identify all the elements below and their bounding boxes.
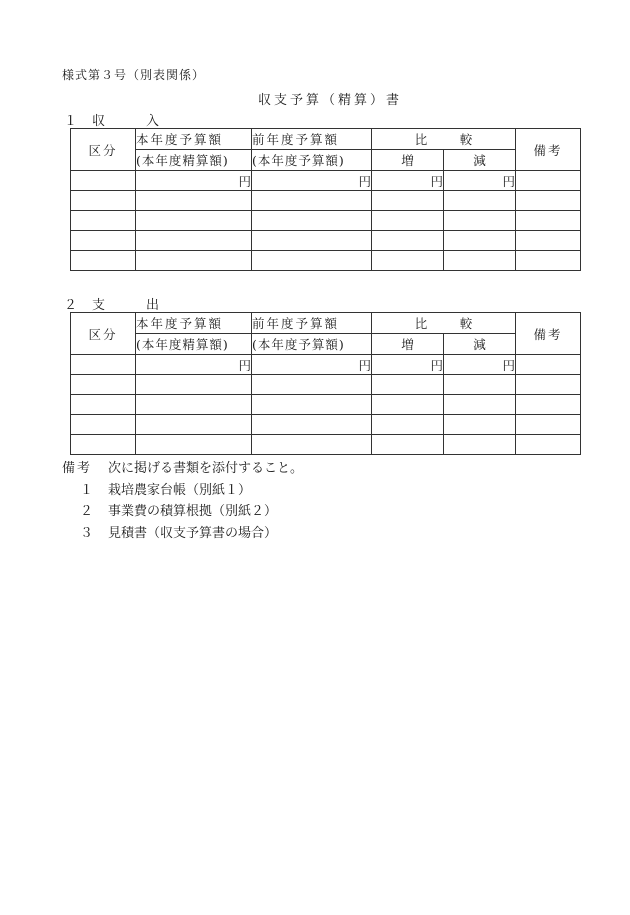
form-number: 様式第３号（別表関係） xyxy=(62,68,206,82)
table-cell xyxy=(444,415,516,435)
table-cell xyxy=(252,191,372,211)
table-cell xyxy=(516,231,581,251)
table-cell xyxy=(136,231,252,251)
section-label: 収 入 xyxy=(92,114,174,129)
unit-label: 円 xyxy=(444,171,516,191)
remarks-section xyxy=(62,458,303,544)
header-previous-year: 前年度予算額 xyxy=(252,129,372,150)
table-cell xyxy=(444,375,516,395)
header-decrease: 減 xyxy=(444,150,516,171)
unit-row xyxy=(71,355,581,375)
table-row xyxy=(71,395,581,415)
table-row xyxy=(71,231,581,251)
table-cell xyxy=(71,395,136,415)
header-increase: 増 xyxy=(372,150,444,171)
table-cell xyxy=(136,251,252,271)
table-cell xyxy=(372,231,444,251)
table-cell xyxy=(516,375,581,395)
header-current-year-settled: (本年度精算額) xyxy=(136,150,252,171)
table-cell xyxy=(372,375,444,395)
table-cell xyxy=(71,415,136,435)
table-cell xyxy=(444,191,516,211)
table-cell xyxy=(252,415,372,435)
header-row xyxy=(71,313,581,334)
table-cell xyxy=(136,415,252,435)
header-current-year-settled: (本年度精算額) xyxy=(136,334,252,355)
header-previous-year: 前年度予算額 xyxy=(252,313,372,334)
table-cell xyxy=(71,191,136,211)
table-cell xyxy=(71,251,136,271)
table-cell xyxy=(372,251,444,271)
header-row xyxy=(71,334,581,355)
header-current-year: 本年度予算額 xyxy=(136,313,252,334)
table-cell xyxy=(71,211,136,231)
header-comparison: 比 較 xyxy=(372,313,516,334)
header-row xyxy=(71,150,581,171)
list-item xyxy=(62,480,303,502)
table-cell xyxy=(516,435,581,455)
table-cell xyxy=(372,191,444,211)
table-cell xyxy=(372,211,444,231)
list-item-text: 事業費の積算根拠（別紙２） xyxy=(108,504,278,519)
list-item xyxy=(62,501,303,523)
table-cell xyxy=(252,211,372,231)
section-income-heading xyxy=(64,110,173,129)
list-item-number: １ xyxy=(80,482,94,498)
table-cell xyxy=(71,171,136,191)
table-cell xyxy=(516,171,581,191)
list-item xyxy=(62,523,303,545)
unit-label: 円 xyxy=(252,355,372,375)
table-cell xyxy=(71,231,136,251)
section-expense-heading xyxy=(64,294,173,313)
table-cell xyxy=(252,375,372,395)
list-item-number: ３ xyxy=(80,525,94,541)
list-item-text: 栽培農家台帳（別紙１） xyxy=(108,482,252,498)
unit-label: 円 xyxy=(136,355,252,375)
table-cell xyxy=(136,375,252,395)
unit-label: 円 xyxy=(372,355,444,375)
table-cell xyxy=(444,395,516,415)
header-category: 区分 xyxy=(71,129,136,171)
table-row xyxy=(71,251,581,271)
table-row xyxy=(71,435,581,455)
table-cell xyxy=(136,395,252,415)
table-cell xyxy=(252,395,372,415)
table-cell xyxy=(136,435,252,455)
unit-row xyxy=(71,171,581,191)
table-row xyxy=(71,415,581,435)
header-remarks: 備考 xyxy=(516,313,581,355)
table-cell xyxy=(516,251,581,271)
table-cell xyxy=(372,395,444,415)
income-table xyxy=(70,128,581,271)
table-cell xyxy=(252,251,372,271)
table-cell xyxy=(516,355,581,375)
header-decrease: 減 xyxy=(444,334,516,355)
table-cell xyxy=(516,415,581,435)
table-cell xyxy=(444,231,516,251)
header-increase: 増 xyxy=(372,334,444,355)
header-remarks: 備考 xyxy=(516,129,581,171)
section-number: ２ xyxy=(64,298,78,313)
table-row xyxy=(71,191,581,211)
table-cell xyxy=(136,211,252,231)
section-number: １ xyxy=(64,114,78,129)
table-cell xyxy=(516,211,581,231)
list-item-number: ２ xyxy=(80,504,94,519)
table-row xyxy=(71,211,581,231)
section-label: 支 出 xyxy=(92,298,174,313)
table-cell xyxy=(516,395,581,415)
table-cell xyxy=(444,435,516,455)
header-comparison: 比 較 xyxy=(372,129,516,150)
unit-label: 円 xyxy=(136,171,252,191)
document-title: 収支予算（精算）書 xyxy=(257,93,402,108)
table-row xyxy=(71,375,581,395)
table-cell xyxy=(372,415,444,435)
remarks-heading: 備考 xyxy=(62,461,93,476)
remarks-intro-line xyxy=(62,458,303,480)
header-row xyxy=(71,129,581,150)
table-cell xyxy=(71,435,136,455)
table-cell xyxy=(252,435,372,455)
table-cell xyxy=(444,251,516,271)
table-cell xyxy=(71,355,136,375)
unit-label: 円 xyxy=(252,171,372,191)
header-category: 区分 xyxy=(71,313,136,355)
list-item-text: 見積書（収支予算書の場合） xyxy=(108,525,278,541)
table-cell xyxy=(444,211,516,231)
unit-label: 円 xyxy=(372,171,444,191)
remarks-intro: 次に掲げる書類を添付すること。 xyxy=(108,461,304,476)
expense-table xyxy=(70,312,581,455)
table-cell xyxy=(372,435,444,455)
header-current-year: 本年度予算額 xyxy=(136,129,252,150)
header-previous-year-sub: (本年度予算額) xyxy=(252,334,372,355)
table-cell xyxy=(136,191,252,211)
header-previous-year-sub: (本年度予算額) xyxy=(252,150,372,171)
unit-label: 円 xyxy=(444,355,516,375)
table-cell xyxy=(252,231,372,251)
table-cell xyxy=(71,375,136,395)
table-cell xyxy=(516,191,581,211)
